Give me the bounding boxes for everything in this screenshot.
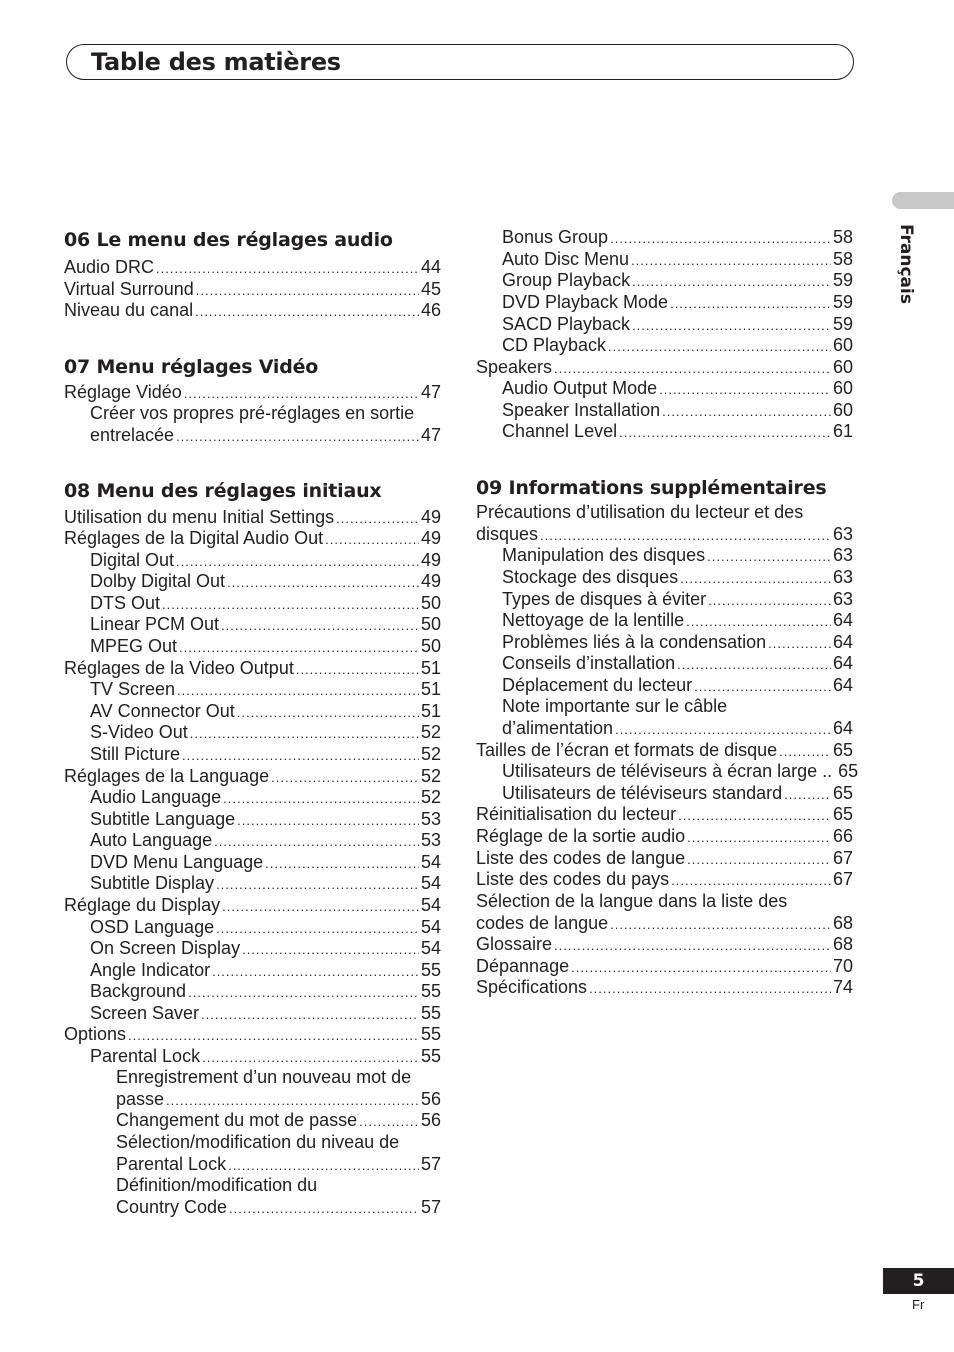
toc-entry[interactable]: MPEG Out ..... 50 <box>64 636 441 659</box>
toc-entry[interactable]: Digital Out ..... 49 <box>64 550 441 573</box>
toc-entry[interactable]: Réglage Vidéo ..... 47 <box>64 382 441 405</box>
toc-entry[interactable]: Channel Level ..... 61 <box>476 421 853 444</box>
toc-entry[interactable]: CD Playback ..... 60 <box>476 335 853 358</box>
toc-entry[interactable]: S-Video Out ..... 52 <box>64 722 441 745</box>
section-heading-07: 07 Menu réglages Vidéo <box>64 356 319 378</box>
toc-entry[interactable]: Sélection/modification du niveau de Parental Lock ..... 57 <box>64 1132 441 1176</box>
toc-entry[interactable]: Glossaire ..... 68 <box>476 934 853 957</box>
toc-entry[interactable]: Changement du mot de passe ..... 56 <box>64 1110 441 1133</box>
page-title: Table des matières <box>91 48 341 76</box>
toc-entry[interactable]: Speakers ..... 60 <box>476 357 853 380</box>
toc-entry[interactable]: SACD Playback ..... 59 <box>476 314 853 337</box>
page-language-code: Fr <box>912 1297 925 1312</box>
toc-entry[interactable]: DVD Menu Language ..... 54 <box>64 852 441 875</box>
toc-entry[interactable]: Utilisateurs de téléviseurs standard ..... 65 <box>476 783 853 806</box>
toc-entry[interactable]: Réglages de la Language ..... 52 <box>64 766 441 789</box>
toc-entry[interactable]: Créer vos propres pré-réglages en sortie entrelacée ..... 47 <box>64 403 441 447</box>
page-number-badge: 5 <box>883 1268 954 1294</box>
toc-entry[interactable]: Audio DRC ..... 44 <box>64 257 441 280</box>
toc-entry[interactable]: OSD Language ..... 54 <box>64 917 441 940</box>
toc-entry[interactable]: DTS Out ..... 50 <box>64 593 441 616</box>
toc-entry[interactable]: Options ..... 55 <box>64 1024 441 1047</box>
toc-entry[interactable]: Types de disques à éviter ..... 63 <box>476 589 853 612</box>
toc-entry[interactable]: Liste des codes du pays ..... 67 <box>476 869 853 892</box>
toc-entry[interactable]: Problèmes liés à la condensation ..... 64 <box>476 632 853 655</box>
toc-entry[interactable]: Réglage du Display ..... 54 <box>64 895 441 918</box>
toc-entry[interactable]: Audio Language ..... 52 <box>64 787 441 810</box>
toc-entry[interactable]: Niveau du canal ..... 46 <box>64 300 441 323</box>
toc-entry[interactable]: DVD Playback Mode ..... 59 <box>476 292 853 315</box>
toc-entry[interactable]: Sélection de la langue dans la liste des codes de langue ..... 68 <box>476 891 853 935</box>
toc-entry[interactable]: Stockage des disques ..... 63 <box>476 567 853 590</box>
toc-entry[interactable]: Auto Language ..... 53 <box>64 830 441 853</box>
toc-entry[interactable]: Speaker Installation ..... 60 <box>476 400 853 423</box>
toc-entry[interactable]: Utilisation du menu Initial Settings ..... 49 <box>64 507 441 530</box>
toc-entry[interactable]: AV Connector Out ..... 51 <box>64 701 441 724</box>
toc-entry[interactable]: Still Picture ..... 52 <box>64 744 441 767</box>
language-tab-marker <box>892 192 954 209</box>
toc-entry[interactable]: Audio Output Mode ..... 60 <box>476 378 853 401</box>
toc-entry[interactable]: Manipulation des disques ..... 63 <box>476 545 853 568</box>
toc-entry[interactable]: Nettoyage de la lentille ..... 64 <box>476 610 853 633</box>
toc-entry[interactable]: Précautions d’utilisation du lecteur et des disques ..... 63 <box>476 502 853 546</box>
toc-entry[interactable]: Dépannage ..... 70 <box>476 956 853 979</box>
toc-entry[interactable]: Enregistrement d’un nouveau mot de passe ..... 56 <box>64 1067 441 1111</box>
toc-entry[interactable]: Réinitialisation du lecteur ..... 65 <box>476 804 853 827</box>
toc-entry[interactable]: Parental Lock ..... 55 <box>64 1046 441 1069</box>
section-heading-09: 09 Informations supplémentaires <box>476 477 827 499</box>
toc-entry[interactable]: Définition/modification du Country Code ..... 57 <box>64 1175 441 1219</box>
toc-entry[interactable]: Tailles de l’écran et formats de disque ..... 65 <box>476 740 853 763</box>
toc-entry[interactable]: Angle Indicator ..... 55 <box>64 960 441 983</box>
language-tab-label: Français <box>896 224 916 304</box>
toc-entry[interactable]: Réglages de la Video Output ..... 51 <box>64 658 441 681</box>
toc-entry[interactable]: Réglages de la Digital Audio Out ..... 49 <box>64 528 441 551</box>
toc-entry[interactable]: Conseils d’installation ..... 64 <box>476 653 853 676</box>
section-heading-06: 06 Le menu des réglages audio <box>64 229 393 251</box>
toc-entry[interactable]: On Screen Display ..... 54 <box>64 938 441 961</box>
toc-entry[interactable]: Réglage de la sortie audio ..... 66 <box>476 826 853 849</box>
toc-entry[interactable]: Group Playback ..... 59 <box>476 270 853 293</box>
toc-entry[interactable]: Liste des codes de langue ..... 67 <box>476 848 853 871</box>
toc-entry[interactable]: Bonus Group ..... 58 <box>476 227 853 250</box>
section-heading-08: 08 Menu des réglages initiaux <box>64 480 382 502</box>
toc-entry[interactable]: Linear PCM Out ..... 50 <box>64 614 441 637</box>
toc-entry[interactable]: TV Screen ..... 51 <box>64 679 441 702</box>
toc-entry[interactable]: Note importante sur le câble d’alimentation ..... 64 <box>476 696 853 740</box>
toc-entry[interactable]: Déplacement du lecteur ..... 64 <box>476 675 853 698</box>
title-bar <box>66 44 854 80</box>
toc-entry[interactable]: Background ..... 55 <box>64 981 441 1004</box>
toc-entry[interactable]: Utilisateurs de téléviseurs à écran large .. 65 <box>502 761 859 781</box>
toc-entry[interactable]: Dolby Digital Out ..... 49 <box>64 571 441 594</box>
toc-entry[interactable]: Virtual Surround ..... 45 <box>64 279 441 302</box>
toc-entry[interactable]: Screen Saver ..... 55 <box>64 1003 441 1026</box>
toc-entry[interactable]: Auto Disc Menu ..... 58 <box>476 249 853 272</box>
toc-entry[interactable]: Subtitle Display ..... 54 <box>64 873 441 896</box>
toc-entry[interactable]: Subtitle Language ..... 53 <box>64 809 441 832</box>
toc-entry[interactable]: Spécifications ..... 74 <box>476 977 853 1000</box>
